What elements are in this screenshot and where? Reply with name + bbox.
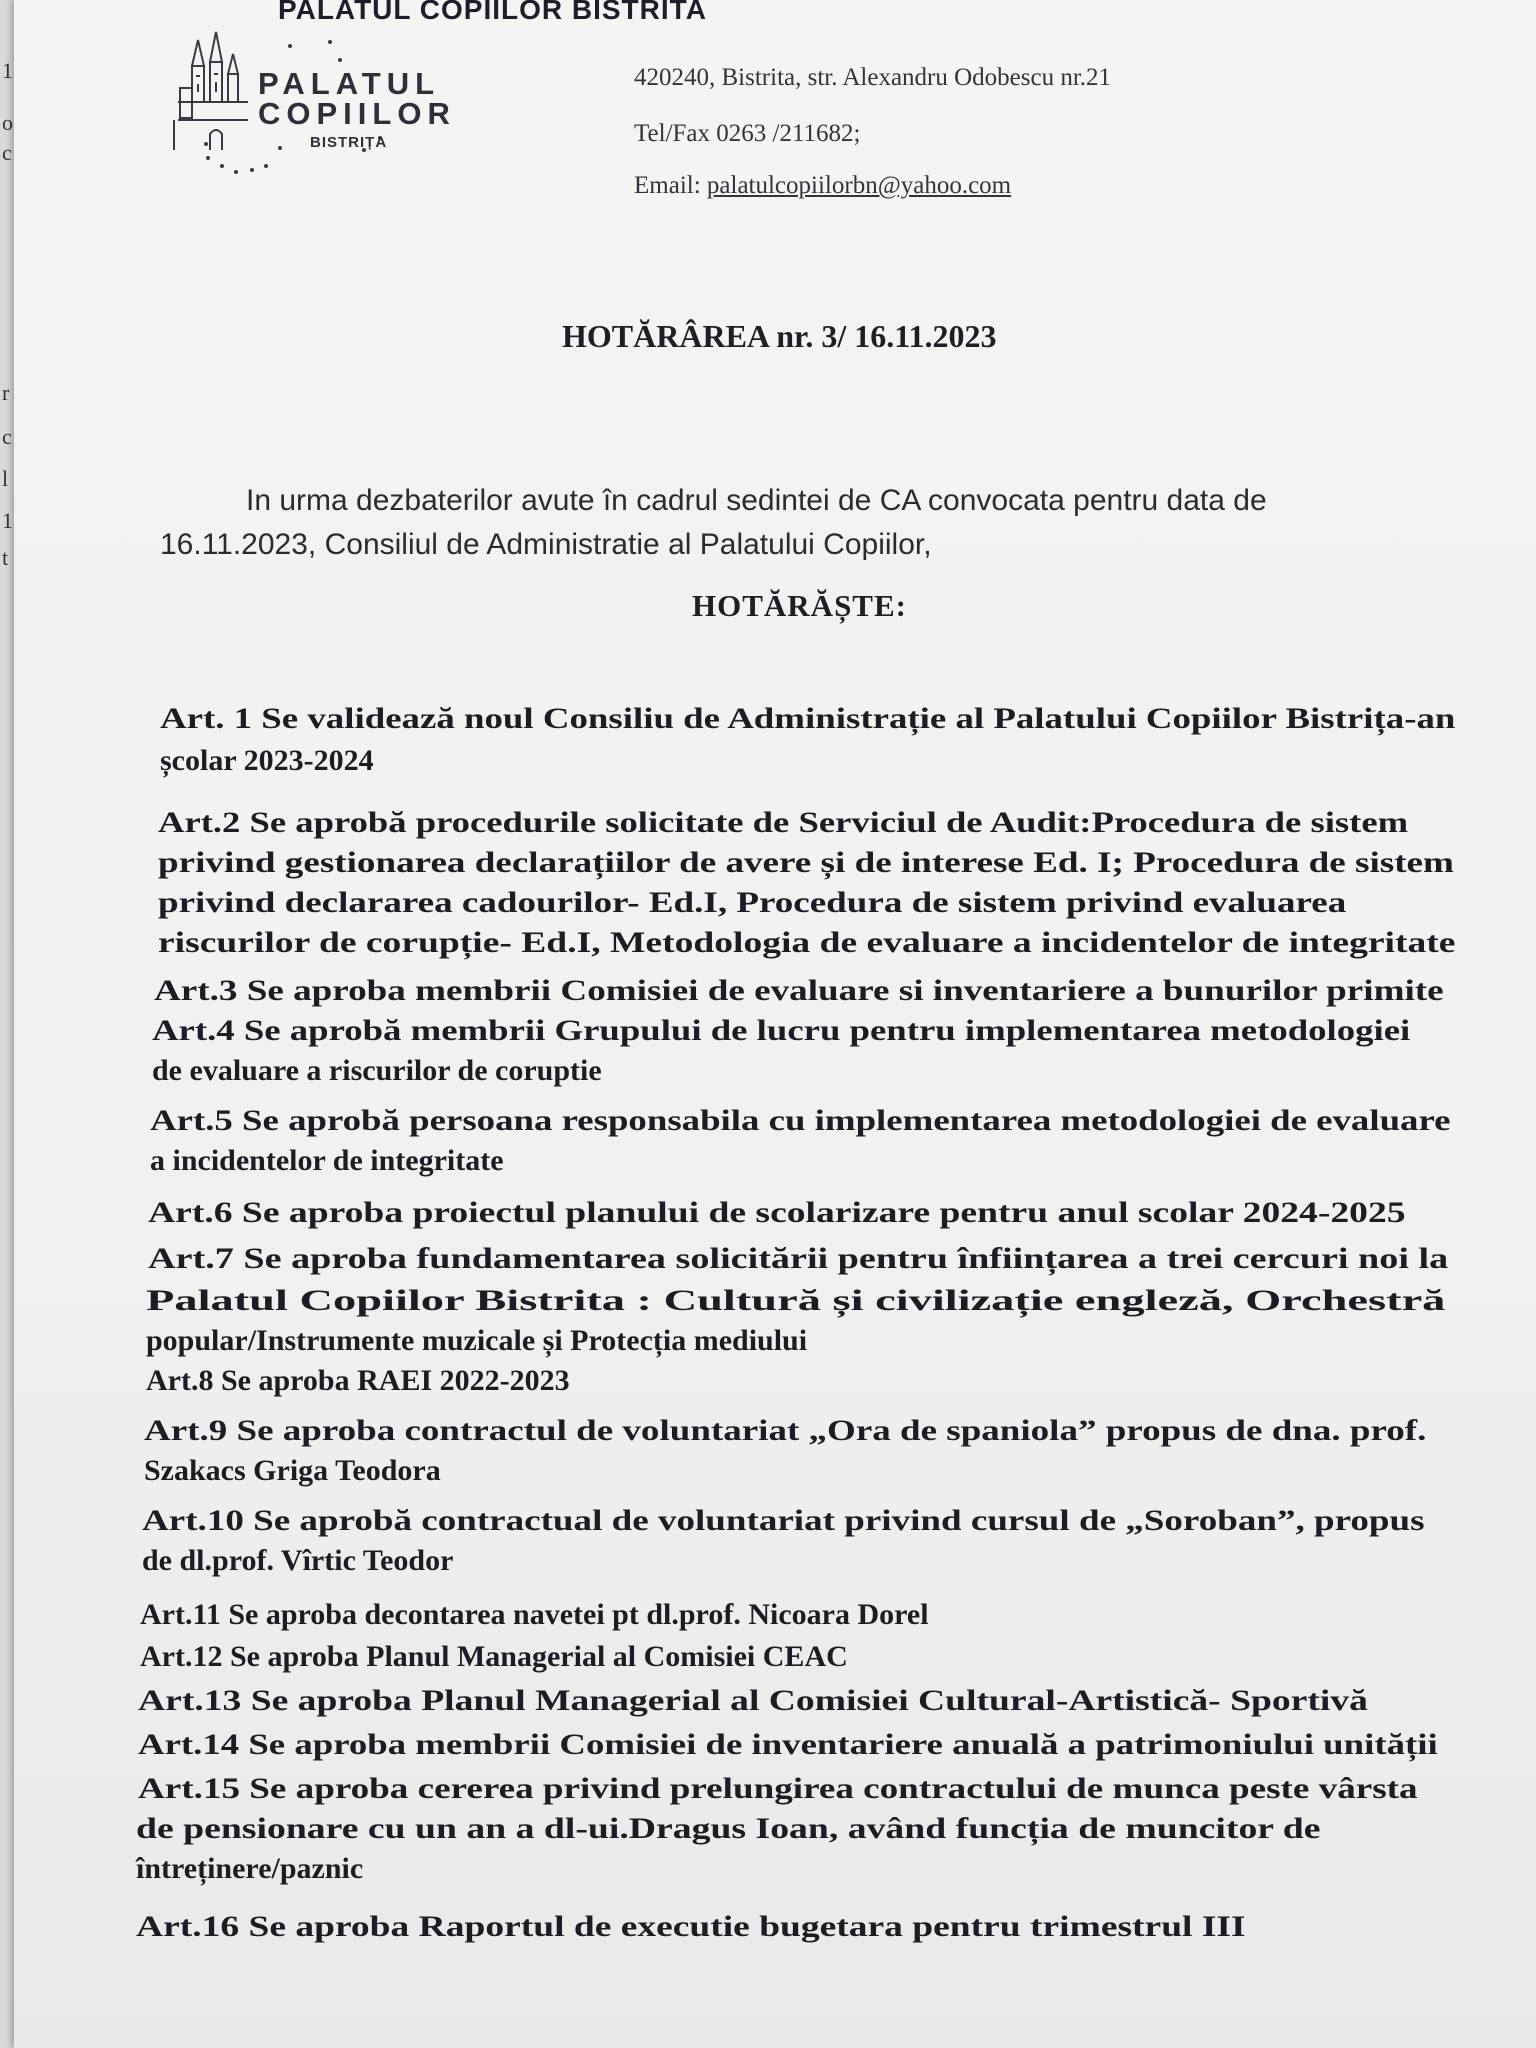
article-line: Art.3 Se aproba membrii Comisiei de evaluare si inventariere a bunurilor primite: [154, 974, 1444, 1007]
institution-header: PALATUL COPIILOR BISTRITA: [278, 0, 707, 25]
phone-text: Tel/Fax 0263 /211682;: [634, 120, 861, 147]
article-line: Art.11 Se aproba decontarea navetei pt dl.prof. Nicoara Dorel: [140, 1598, 929, 1631]
article-line: privind gestionarea declarațiilor de avere și de interese Ed. I; Procedura de sistem: [158, 846, 1454, 879]
decides-heading: HOTĂRĂȘTE:: [692, 588, 907, 623]
edge-mark: 1: [2, 508, 13, 533]
castle-icon: [170, 26, 260, 176]
email-label: Email:: [634, 172, 701, 199]
article-line: Art.13 Se aproba Planul Managerial al Comisiei Cultural-Artistică- Sportivă: [138, 1684, 1368, 1717]
article-line: Art.2 Se aprobă procedurile solicitate de Serviciul de Audit:Procedura de sistem: [158, 806, 1409, 839]
edge-mark: 1: [2, 58, 13, 83]
article-line: Art.8 Se aproba RAEI 2022-2023: [146, 1364, 570, 1397]
edge-mark: c: [2, 140, 12, 165]
article-line: Art.12 Se aproba Planul Managerial al Comisiei CEAC: [140, 1640, 848, 1673]
intro-line-1: In urma dezbaterilor avute în cadrul sedintei de CA convocata pentru data de: [246, 484, 1267, 517]
article-line: riscurilor de corupție- Ed.I, Metodologia de evaluare a incidentelor de integritate: [158, 926, 1456, 959]
email-line: [634, 172, 1011, 200]
edge-mark: o: [2, 110, 13, 135]
article-line: Art.5 Se aprobă persoana responsabila cu implementarea metodologiei de evaluare: [150, 1104, 1451, 1137]
document-page: [14, 0, 1536, 2048]
article-line: Szakacs Griga Teodora: [144, 1454, 441, 1487]
address-text: 420240, Bistrita, str. Alexandru Odobescu nr.21: [634, 64, 1112, 91]
article-line: școlar 2023-2024: [160, 744, 374, 777]
article-line: Art.10 Se aprobă contractual de voluntariat privind cursul de „Soroban”, propus: [142, 1504, 1425, 1537]
article-line: Art.6 Se aproba proiectul planului de scolarizare pentru anul scolar 2024-2025: [148, 1196, 1406, 1229]
logo-line-3: BISTRIȚA: [310, 134, 388, 151]
article-line: Art.9 Se aproba contractul de voluntariat „Ora de spaniola” propus de dna. prof.: [144, 1414, 1427, 1447]
article-line: popular/Instrumente muzicale și Protecția mediului: [146, 1324, 808, 1357]
edge-mark: r: [2, 380, 10, 405]
article-line: de pensionare cu un an a dl-ui.Dragus Ioan, având funcția de muncitor de: [136, 1812, 1321, 1845]
edge-mark: l: [2, 466, 9, 491]
article-line: Art.14 Se aproba membrii Comisiei de inventariere anuală a patrimoniului unității: [138, 1728, 1438, 1761]
article-line: Art.7 Se aproba fundamentarea solicitării pentru înființarea a trei cercuri noi la: [148, 1242, 1449, 1275]
article-line: privind declararea cadourilor- Ed.I, Procedura de sistem privind evaluarea: [158, 886, 1347, 919]
article-line: Palatul Copiilor Bistrita : Cultură și civilizație engleză, Orchestră: [146, 1284, 1446, 1317]
article-line: de dl.prof. Vîrtic Teodor: [142, 1544, 454, 1577]
edge-mark: c: [2, 424, 12, 449]
logo-line-2: COPIILOR: [258, 96, 456, 131]
article-line: întreținere/paznic: [136, 1852, 364, 1885]
decision-title: HOTĂRÂREA nr. 3/ 16.11.2023: [562, 318, 997, 354]
article-line: Art. 1 Se validează noul Consiliu de Administrație al Palatului Copiilor Bistrița-an: [160, 702, 1456, 735]
logo-line-1: PALATUL: [258, 66, 441, 101]
edge-mark: t: [2, 545, 9, 570]
institution-logo: [170, 26, 470, 186]
email-link[interactable]: palatulcopiilorbn@yahoo.com: [706, 172, 1012, 199]
article-line: Art.4 Se aprobă membrii Grupului de lucru pentru implementarea metodologiei: [152, 1014, 1411, 1047]
article-line: de evaluare a riscurilor de coruptie: [152, 1054, 602, 1087]
article-line: Art.16 Se aproba Raportul de executie bugetara pentru trimestrul III: [136, 1910, 1246, 1943]
article-line: Art.15 Se aproba cererea privind prelungirea contractului de munca peste vârsta: [138, 1772, 1418, 1805]
article-line: a incidentelor de integritate: [150, 1144, 504, 1177]
underlying-page-edge: [0, 0, 14, 2048]
intro-line-2: 16.11.2023, Consiliul de Administratie al Palatului Copiilor,: [160, 528, 932, 561]
